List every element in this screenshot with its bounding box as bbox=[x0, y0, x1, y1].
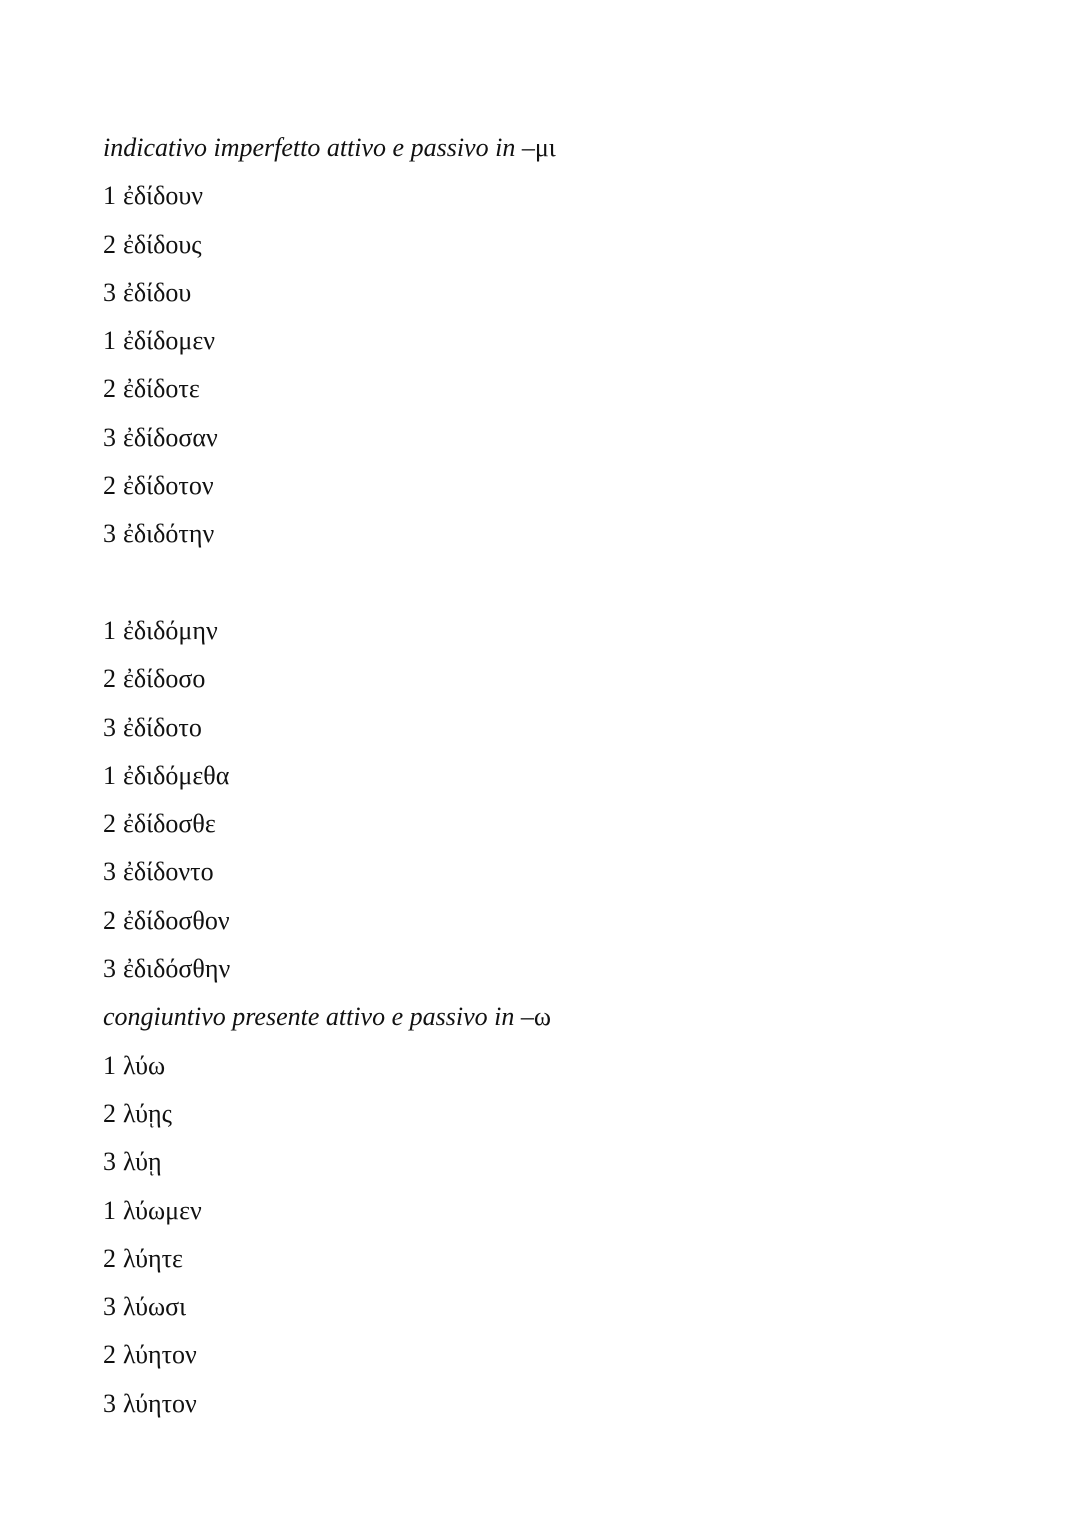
verb-form: λύητον bbox=[123, 1340, 197, 1370]
conjugation-row bbox=[103, 752, 556, 800]
conjugation-row bbox=[103, 365, 556, 413]
person-number: 3 bbox=[103, 277, 116, 307]
section-heading-imperfect bbox=[103, 124, 556, 172]
section-heading-subjunctive bbox=[103, 993, 556, 1041]
conjugation-row bbox=[103, 172, 556, 220]
verb-form: λύῃ bbox=[123, 1147, 162, 1177]
conjugation-row bbox=[103, 1187, 556, 1235]
document-page bbox=[103, 124, 556, 1428]
imperfect-passive-list bbox=[103, 607, 556, 993]
verb-form: λύῃς bbox=[123, 1098, 172, 1128]
conjugation-row bbox=[103, 317, 556, 365]
verb-form: ἐδίδοσθον bbox=[123, 905, 230, 935]
conjugation-row bbox=[103, 1235, 556, 1283]
conjugation-row bbox=[103, 1138, 556, 1186]
verb-form: λύω bbox=[123, 1050, 166, 1080]
conjugation-row bbox=[103, 607, 556, 655]
person-number: 2 bbox=[103, 1243, 116, 1273]
conjugation-row bbox=[103, 462, 556, 510]
verb-form: λύητε bbox=[123, 1243, 183, 1273]
person-number: 3 bbox=[103, 1292, 116, 1322]
conjugation-row bbox=[103, 897, 556, 945]
person-number: 3 bbox=[103, 712, 116, 742]
person-number: 1 bbox=[103, 1195, 116, 1225]
verb-form: ἐδίδου bbox=[123, 277, 192, 307]
person-number: 1 bbox=[103, 1050, 116, 1080]
verb-form: ἐδίδοτον bbox=[123, 471, 214, 501]
verb-form: ἐδίδους bbox=[123, 229, 202, 259]
person-number: 2 bbox=[103, 374, 116, 404]
verb-form: ἐδίδοτε bbox=[123, 374, 200, 404]
blank-line bbox=[103, 559, 556, 607]
verb-form: ἐδιδόμεθα bbox=[123, 760, 230, 790]
verb-form: ἐδίδουν bbox=[123, 181, 204, 211]
person-number: 1 bbox=[103, 181, 116, 211]
subjunctive-list bbox=[103, 1042, 556, 1428]
verb-form: ἐδίδοσο bbox=[123, 664, 206, 694]
imperfect-active-list bbox=[103, 172, 556, 558]
person-number: 2 bbox=[103, 905, 116, 935]
person-number: 3 bbox=[103, 857, 116, 887]
person-number: 2 bbox=[103, 1098, 116, 1128]
conjugation-row bbox=[103, 800, 556, 848]
verb-form: ἐδίδοντο bbox=[123, 857, 214, 887]
conjugation-row bbox=[103, 945, 556, 993]
conjugation-row bbox=[103, 848, 556, 896]
conjugation-row bbox=[103, 1042, 556, 1090]
verb-form: ἐδίδοσαν bbox=[123, 422, 218, 452]
person-number: 2 bbox=[103, 809, 116, 839]
heading-text: congiuntivo presente attivo e passivo in bbox=[103, 1002, 521, 1032]
person-number: 3 bbox=[103, 1388, 116, 1418]
conjugation-row bbox=[103, 414, 556, 462]
person-number: 2 bbox=[103, 1340, 116, 1370]
person-number: 3 bbox=[103, 954, 116, 984]
heading-suffix: –μι bbox=[521, 133, 556, 162]
conjugation-row bbox=[103, 1090, 556, 1138]
conjugation-row bbox=[103, 704, 556, 752]
conjugation-row bbox=[103, 1331, 556, 1379]
verb-form: ἐδίδοσθε bbox=[123, 809, 216, 839]
conjugation-row bbox=[103, 221, 556, 269]
heading-suffix: –ω bbox=[520, 1002, 551, 1032]
conjugation-row bbox=[103, 655, 556, 703]
conjugation-row bbox=[103, 1283, 556, 1331]
verb-form: ἐδιδότην bbox=[123, 519, 215, 549]
verb-form: ἐδιδόσθην bbox=[123, 954, 231, 984]
person-number: 2 bbox=[103, 664, 116, 694]
person-number: 3 bbox=[103, 1147, 116, 1177]
person-number: 3 bbox=[103, 519, 116, 549]
heading-text: indicativo imperfetto attivo e passivo in bbox=[103, 133, 522, 162]
verb-form: ἐδίδομεν bbox=[123, 326, 216, 356]
verb-form: ἐδίδοτο bbox=[123, 712, 202, 742]
person-number: 1 bbox=[103, 760, 116, 790]
person-number: 2 bbox=[103, 229, 116, 259]
person-number: 1 bbox=[103, 326, 116, 356]
verb-form: λύωσι bbox=[123, 1292, 187, 1322]
verb-form: ἐδιδόμην bbox=[123, 615, 218, 645]
person-number: 3 bbox=[103, 422, 116, 452]
conjugation-row bbox=[103, 510, 556, 558]
person-number: 2 bbox=[103, 471, 116, 501]
conjugation-row bbox=[103, 1380, 556, 1428]
conjugation-row bbox=[103, 269, 556, 317]
verb-form: λύωμεν bbox=[123, 1195, 202, 1225]
person-number: 1 bbox=[103, 615, 116, 645]
verb-form: λύητον bbox=[123, 1388, 197, 1418]
